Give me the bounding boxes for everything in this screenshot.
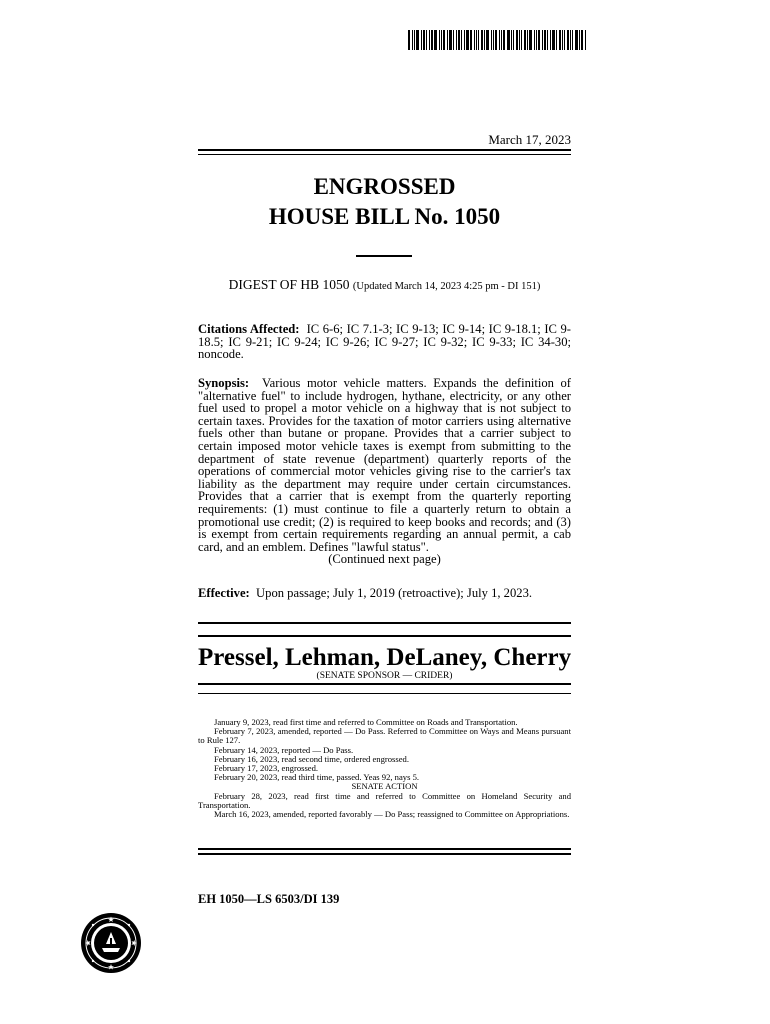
state-seal-icon bbox=[80, 912, 142, 974]
barcode-bar bbox=[453, 30, 454, 50]
barcode-bar bbox=[527, 30, 528, 50]
footer-rule-1 bbox=[198, 848, 571, 850]
title-divider bbox=[356, 255, 412, 257]
senate-sponsor: (SENATE SPONSOR — CRIDER) bbox=[316, 671, 453, 681]
barcode-bar bbox=[544, 30, 546, 50]
barcode-bar bbox=[552, 30, 555, 50]
barcode-bar bbox=[564, 30, 565, 50]
barcode-bar bbox=[499, 30, 500, 50]
house-action: February 7, 2023, amended, reported — Do Pass. Referred to Committee on Ways and Means pursuant to Rule 127. bbox=[198, 726, 571, 746]
barcode-bar bbox=[456, 30, 457, 50]
barcode-bar bbox=[458, 30, 460, 50]
barcode-bar bbox=[481, 30, 483, 50]
barcode-bar bbox=[491, 30, 492, 50]
citations-text: IC 6-6; IC 7.1-3; IC 9-13; IC 9-14; IC 9-18.1; IC 9-18.5; IC 9-21; IC 9-24; IC 9-26; IC 9-27; IC 9-32; IC 9-33; IC 34-30; noncode. bbox=[198, 322, 572, 362]
house-action: February 17, 2023, engrossed. bbox=[214, 763, 319, 774]
barcode-bar bbox=[521, 30, 522, 50]
barcode-bar bbox=[534, 30, 535, 50]
bill-sponsors: Pressel, Lehman, DeLaney, Cherry bbox=[198, 644, 572, 671]
barcode-bar bbox=[431, 30, 433, 50]
effective-label: Effective: bbox=[198, 586, 250, 600]
barcode-bar bbox=[513, 30, 514, 50]
barcode-bar bbox=[572, 30, 573, 50]
barcode-bar bbox=[511, 30, 512, 50]
barcode-bar bbox=[550, 30, 551, 50]
barcode-bar bbox=[529, 30, 532, 50]
barcode-bar bbox=[476, 30, 477, 50]
synopsis-text: Various motor vehicle matters. Expands the definition of "alternative fuel" to include hydrogen, hythane, electricity, or any other fuel used to propel a motor vehicle on a highway that is not subject to certain taxes. Provides for the taxation of motor carriers using alternative fuels other than butane or propane. Provides that a carrier subject to certain imposed motor vehicle taxes is exempt from submitting to the department of state revenue (department) quarterly reports of the operations of commercial motor vehicles giving rise to the carrier's tax liability as the department may require under certain circumstances. Provides that a carrier that is exempt from the quarterly reporting requirements: (1) must continue to file a quarterly return to obtain a promotional use credit; (2) is required to keep books and records; and (3) is exempt from certain requirements regarding an annual permit, a cab card, and an emblem. Defines "lawful status". bbox=[198, 376, 572, 554]
header-rule-thin bbox=[198, 154, 571, 155]
barcode-bar bbox=[421, 30, 422, 50]
barcode-bar bbox=[507, 30, 510, 50]
barcode-bar bbox=[559, 30, 561, 50]
legislative-history bbox=[198, 718, 571, 819]
sponsor-rule-bottom-1 bbox=[198, 683, 571, 685]
effective-text: Upon passage; July 1, 2019 (retroactive); July 1, 2023. bbox=[256, 586, 533, 600]
barcode-bar bbox=[464, 30, 465, 50]
header-rule-thick bbox=[198, 149, 571, 151]
digest-heading bbox=[198, 277, 571, 293]
barcode-bar bbox=[484, 30, 485, 50]
barcode-bar bbox=[474, 30, 475, 50]
barcode-bar bbox=[416, 30, 419, 50]
barcode-bar bbox=[547, 30, 548, 50]
barcode-bar bbox=[423, 30, 425, 50]
barcode-bar bbox=[426, 30, 427, 50]
barcode-bar bbox=[567, 30, 569, 50]
barcode-bar bbox=[562, 30, 563, 50]
bill-title-line2: HOUSE BILL No. 1050 bbox=[268, 204, 501, 229]
house-action: January 9, 2023, read first time and referred to Committee on Roads and Transportation. bbox=[214, 717, 518, 727]
barcode-bar bbox=[414, 30, 415, 50]
barcode-bar bbox=[447, 30, 448, 50]
barcode-bar bbox=[466, 30, 469, 50]
house-action: February 20, 2023, read third time, passed. Yeas 92, nays 5. bbox=[214, 772, 420, 783]
barcode-bar bbox=[524, 30, 526, 50]
barcode-bar bbox=[408, 30, 410, 50]
barcode-bar bbox=[516, 30, 518, 50]
synopsis-label: Synopsis: bbox=[198, 376, 250, 390]
barcode-bar bbox=[441, 30, 442, 50]
barcode-bar bbox=[429, 30, 430, 50]
barcode-bar bbox=[542, 30, 543, 50]
footer-rule-2 bbox=[198, 853, 571, 855]
barcode-bar bbox=[412, 30, 413, 50]
citations-label: Citations Affected: bbox=[198, 322, 300, 336]
continued-note: (Continued next page) bbox=[328, 552, 441, 567]
barcode-bar bbox=[501, 30, 502, 50]
barcode-bar bbox=[495, 30, 497, 50]
sponsor-rule-bottom-2 bbox=[198, 693, 571, 694]
senate-action: February 28, 2023, read first time and referred to Committee on Homeland Security and Transportation. bbox=[198, 790, 571, 810]
barcode-bar bbox=[556, 30, 557, 50]
sponsor-rule-top-1 bbox=[198, 622, 571, 624]
barcode-bar bbox=[519, 30, 520, 50]
barcode-bar bbox=[579, 30, 580, 50]
citations-section bbox=[198, 323, 571, 361]
barcode-bar bbox=[536, 30, 537, 50]
barcode-bar bbox=[570, 30, 571, 50]
barcode-bar bbox=[493, 30, 494, 50]
document-date: March 17, 2023 bbox=[488, 132, 571, 147]
barcode-bar bbox=[461, 30, 462, 50]
house-action: February 14, 2023, reported — Do Pass. bbox=[214, 744, 354, 755]
senate-action-heading: SENATE ACTION bbox=[351, 781, 418, 792]
bill-title-line1: ENGROSSED bbox=[313, 174, 456, 199]
barcode-bar bbox=[581, 30, 583, 50]
digest-title: DIGEST OF HB 1050 bbox=[228, 277, 350, 292]
barcode-bar bbox=[538, 30, 540, 50]
house-action: February 16, 2023, read second time, ordered engrossed. bbox=[214, 753, 409, 764]
barcode-bar bbox=[449, 30, 452, 50]
synopsis-section bbox=[198, 377, 571, 566]
barcode-bar bbox=[470, 30, 472, 50]
barcode-bar bbox=[434, 30, 437, 50]
barcode-bar bbox=[585, 30, 586, 50]
senate-action: March 16, 2023, amended, reported favorably — Do Pass; reassigned to Committee on Appropriations. bbox=[214, 809, 570, 820]
effective-section bbox=[198, 587, 571, 600]
sponsor-rule-top-2 bbox=[198, 635, 571, 637]
barcode-bar bbox=[575, 30, 578, 50]
barcode-bar bbox=[478, 30, 479, 50]
barcode-bar bbox=[439, 30, 440, 50]
barcode-bar bbox=[503, 30, 505, 50]
bill-code: EH 1050—LS 6503/DI 139 bbox=[198, 892, 340, 906]
digest-updated: (Updated March 14, 2023 4:25 pm - DI 151) bbox=[352, 281, 541, 292]
barcode-bar bbox=[443, 30, 445, 50]
barcode-bar bbox=[486, 30, 489, 50]
barcode bbox=[408, 30, 590, 50]
